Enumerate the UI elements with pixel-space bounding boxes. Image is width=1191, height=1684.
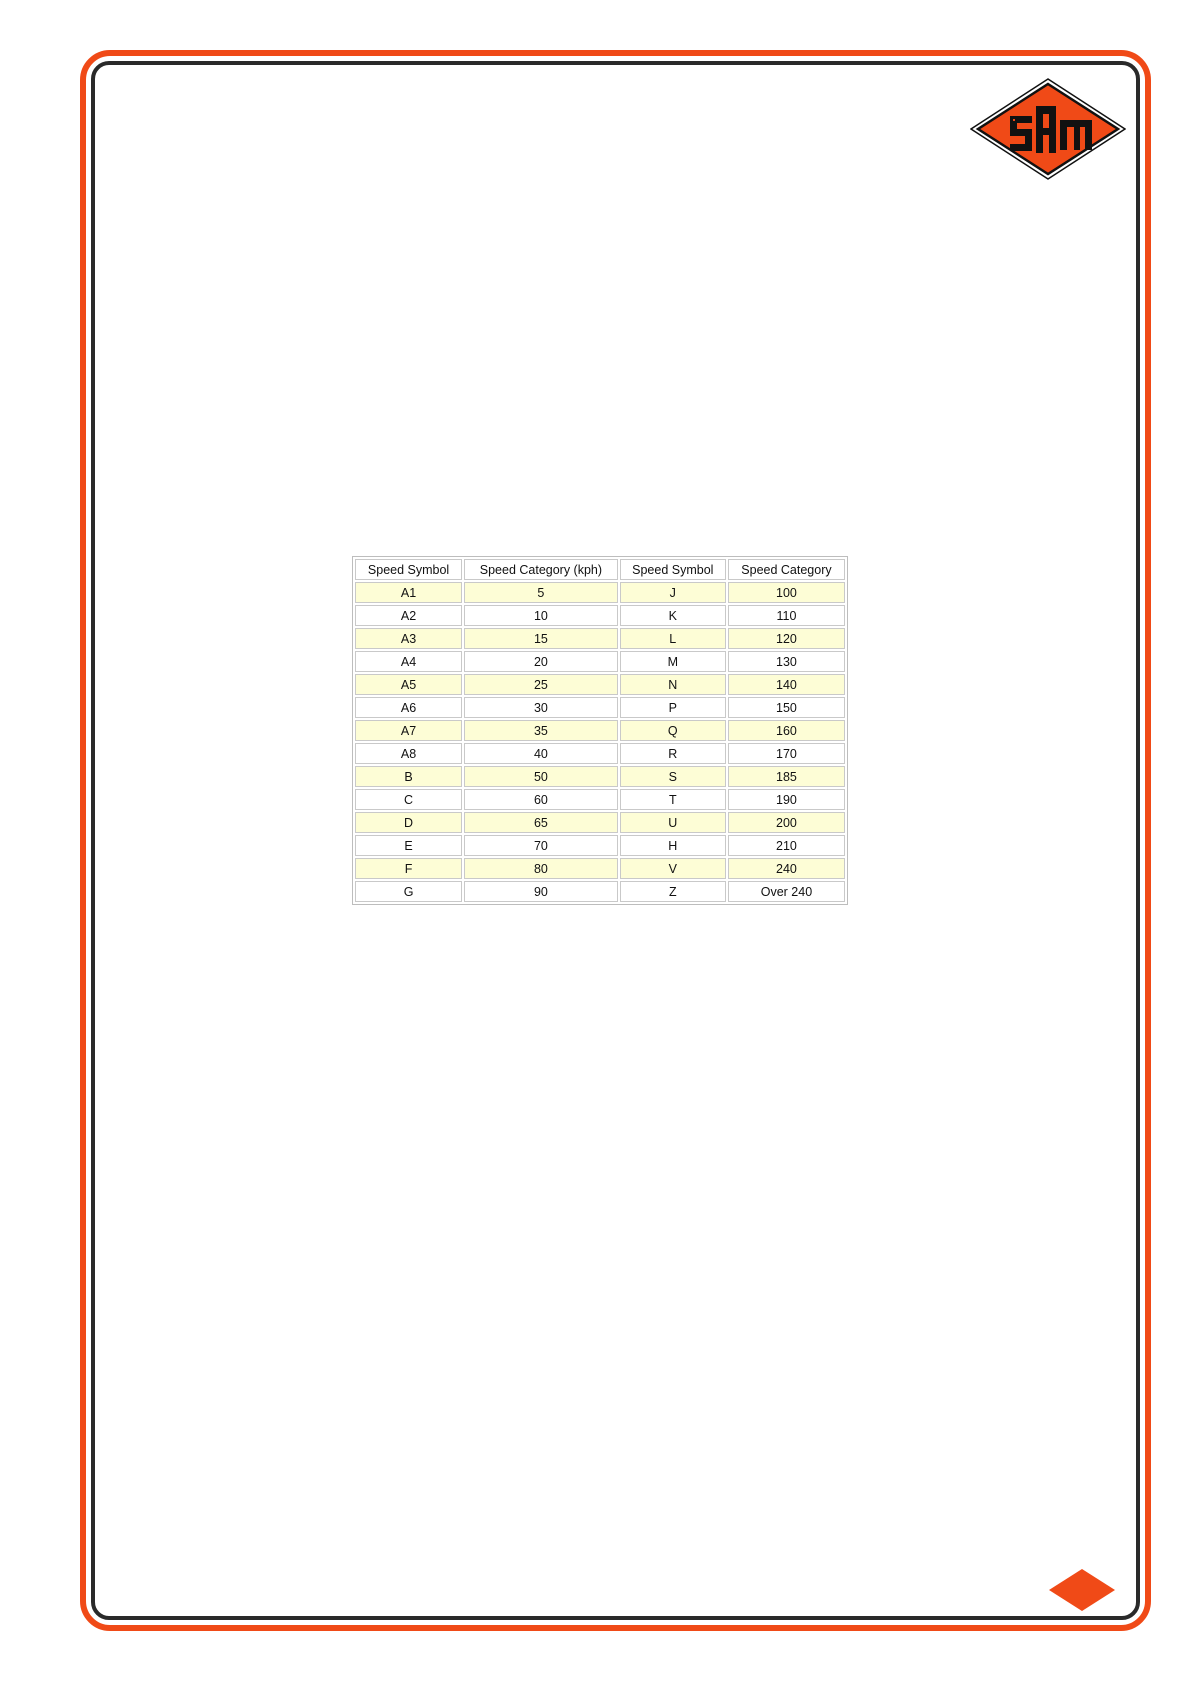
table-cell: 50 [464, 766, 618, 787]
table-cell: 120 [728, 628, 845, 649]
table-cell: J [620, 582, 726, 603]
table-row [355, 674, 845, 695]
table-cell: D [355, 812, 462, 833]
table-row [355, 881, 845, 902]
table-cell: 25 [464, 674, 618, 695]
table-cell: 15 [464, 628, 618, 649]
table-cell: 40 [464, 743, 618, 764]
table-cell: 65 [464, 812, 618, 833]
table-cell: P [620, 697, 726, 718]
table-cell: K [620, 605, 726, 626]
table-row [355, 582, 845, 603]
table-cell: A4 [355, 651, 462, 672]
table-cell: A7 [355, 720, 462, 741]
table-cell: S [620, 766, 726, 787]
table-cell: 130 [728, 651, 845, 672]
table-cell: M [620, 651, 726, 672]
table-cell: 100 [728, 582, 845, 603]
table-cell: A8 [355, 743, 462, 764]
table-cell: R [620, 743, 726, 764]
table-cell: 30 [464, 697, 618, 718]
table-cell: Over 240 [728, 881, 845, 902]
table-cell: A2 [355, 605, 462, 626]
table-cell: 90 [464, 881, 618, 902]
table-cell: T [620, 789, 726, 810]
table-cell: A3 [355, 628, 462, 649]
table-cell: 185 [728, 766, 845, 787]
table-cell: A1 [355, 582, 462, 603]
table-row [355, 766, 845, 787]
table-cell: G [355, 881, 462, 902]
sam-logo [970, 78, 1126, 180]
table-row [355, 812, 845, 833]
table-cell: 10 [464, 605, 618, 626]
table-row [355, 720, 845, 741]
table-cell: B [355, 766, 462, 787]
table-cell: 210 [728, 835, 845, 856]
table-cell: Q [620, 720, 726, 741]
table-cell: 70 [464, 835, 618, 856]
header-speed-category: Speed Category [728, 559, 845, 580]
table-row [355, 697, 845, 718]
table-cell: 140 [728, 674, 845, 695]
table-row [355, 651, 845, 672]
table-row [355, 605, 845, 626]
header-speed-symbol: Speed Symbol [355, 559, 462, 580]
table-row [355, 743, 845, 764]
table-row [355, 789, 845, 810]
table-cell: 20 [464, 651, 618, 672]
table-cell: V [620, 858, 726, 879]
table-cell: 170 [728, 743, 845, 764]
table-cell: 110 [728, 605, 845, 626]
table-cell: A6 [355, 697, 462, 718]
table-cell: Z [620, 881, 726, 902]
header-speed-category-kph: Speed Category (kph) [464, 559, 618, 580]
table-cell: 160 [728, 720, 845, 741]
table-row [355, 628, 845, 649]
table-row [355, 835, 845, 856]
table-cell: L [620, 628, 726, 649]
table-cell: E [355, 835, 462, 856]
table-cell: N [620, 674, 726, 695]
table-cell: 80 [464, 858, 618, 879]
table-cell: 35 [464, 720, 618, 741]
table-cell: 60 [464, 789, 618, 810]
table-cell: 240 [728, 858, 845, 879]
table-row [355, 858, 845, 879]
table-cell: C [355, 789, 462, 810]
speed-symbol-table [352, 556, 848, 905]
table-cell: F [355, 858, 462, 879]
table-cell: H [620, 835, 726, 856]
orange-diamond-icon [1048, 1568, 1116, 1612]
table-cell: 5 [464, 582, 618, 603]
table-cell: A5 [355, 674, 462, 695]
header-speed-symbol-2: Speed Symbol [620, 559, 726, 580]
table-cell: 150 [728, 697, 845, 718]
table-header-row [355, 559, 845, 580]
table-cell: 190 [728, 789, 845, 810]
table-cell: 200 [728, 812, 845, 833]
table-cell: U [620, 812, 726, 833]
